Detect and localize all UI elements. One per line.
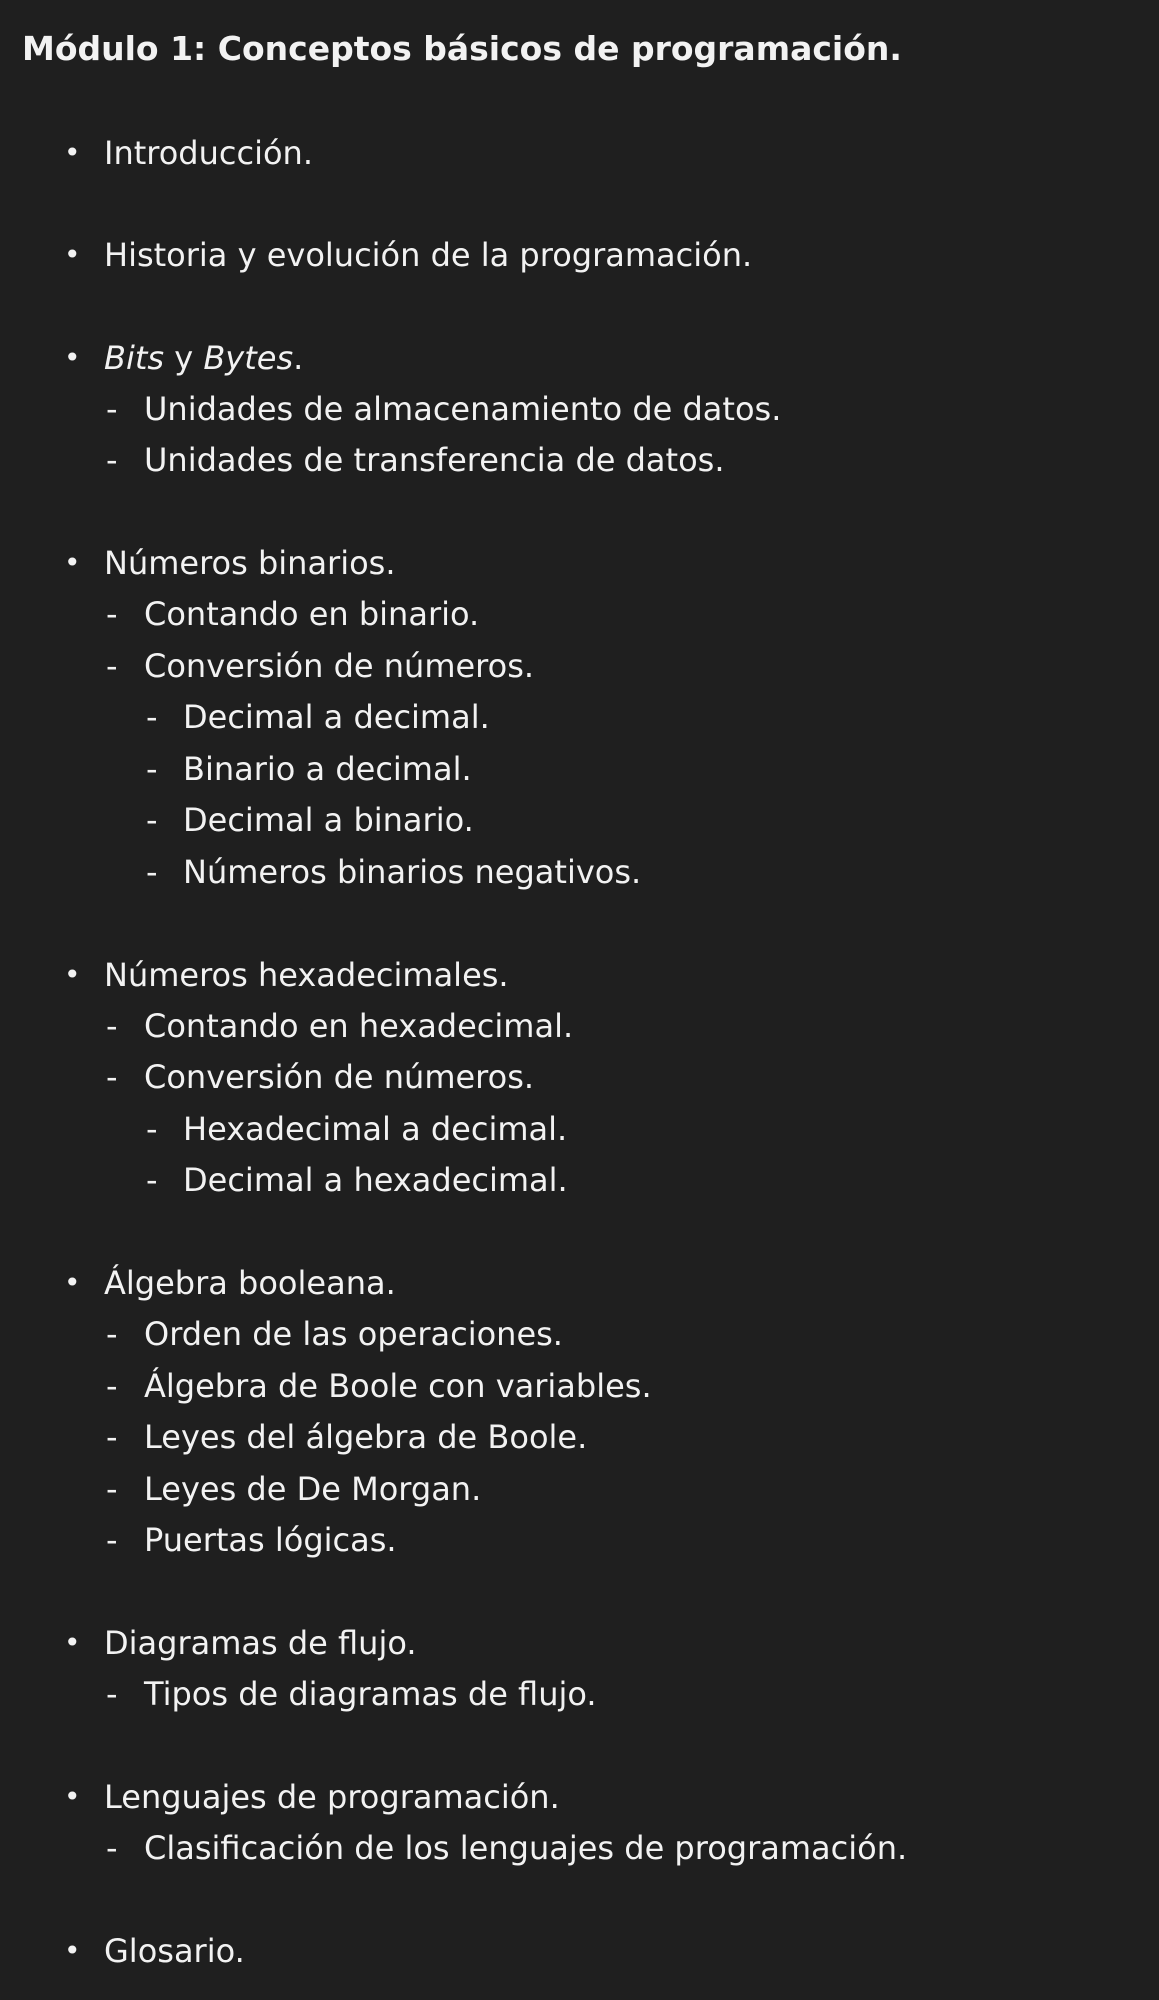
sub-item-label: Leyes del álgebra de Boole. [144, 1418, 588, 1456]
sub-sub-item-label: Números binarios negativos. [183, 853, 642, 891]
dash-marker: - [106, 595, 118, 633]
dash-marker: - [146, 1161, 158, 1199]
sub-item-label: Contando en hexadecimal. [144, 1007, 574, 1045]
dash-marker: - [106, 1007, 118, 1045]
bullet-marker: • [64, 238, 81, 271]
sub-item-label: Clasificación de los lenguajes de programación. [144, 1829, 908, 1867]
bullet-marker: • [64, 136, 81, 169]
bullet-marker: • [64, 341, 81, 374]
list-item-label: Glosario. [104, 1932, 245, 1970]
period: . [293, 339, 304, 377]
sub-item-label: Contando en binario. [144, 595, 480, 633]
sub-item-label: Álgebra de Boole con variables. [144, 1367, 652, 1405]
sub-item-label: Tipos de diagramas de flujo. [144, 1675, 597, 1713]
sub-sub-item-label: Decimal a decimal. [183, 698, 490, 736]
dash-marker: - [106, 1315, 118, 1353]
dash-marker: - [106, 390, 118, 428]
dash-marker: - [106, 1675, 118, 1713]
sub-sub-item-label: Decimal a hexadecimal. [183, 1161, 568, 1199]
list-item-label [104, 332, 303, 384]
dash-marker: - [106, 1418, 118, 1456]
sub-item-label: Unidades de transferencia de datos. [144, 441, 725, 479]
sub-sub-item-label: Hexadecimal a decimal. [183, 1110, 568, 1148]
sub-item-label: Conversión de números. [144, 1058, 535, 1096]
list-item-label: Números binarios. [104, 544, 396, 582]
sub-item-label: Unidades de almacenamiento de datos. [144, 390, 782, 428]
bullet-marker: • [64, 1266, 81, 1299]
dash-marker: - [146, 1110, 158, 1148]
dash-marker: - [146, 801, 158, 839]
italic-term-bytes: Bytes [203, 339, 294, 377]
sub-sub-item-label: Decimal a binario. [183, 801, 474, 839]
dash-marker: - [106, 441, 118, 479]
sub-item-label: Orden de las operaciones. [144, 1315, 563, 1353]
dash-marker: - [106, 1058, 118, 1096]
sub-item-label: Conversión de números. [144, 647, 535, 685]
list-item-label: Diagramas de flujo. [104, 1624, 417, 1662]
page-title: Módulo 1: Conceptos básicos de programación. [22, 29, 902, 68]
list-item-label: Álgebra booleana. [104, 1264, 396, 1302]
bullet-marker: • [64, 1626, 81, 1659]
dash-marker: - [146, 750, 158, 788]
bullet-marker: • [64, 958, 81, 991]
dash-marker: - [106, 1829, 118, 1867]
dash-marker: - [106, 647, 118, 685]
bullet-marker: • [64, 1780, 81, 1813]
italic-term-bits: Bits [104, 339, 165, 377]
sub-item-label: Leyes de De Morgan. [144, 1470, 482, 1508]
bullet-marker: • [64, 1934, 81, 1967]
dash-marker: - [146, 853, 158, 891]
list-item-label: Historia y evolución de la programación. [104, 236, 753, 274]
conjunction: y [164, 339, 204, 377]
sub-sub-item-label: Binario a decimal. [183, 750, 472, 788]
sub-item-label: Puertas lógicas. [144, 1521, 397, 1559]
dash-marker: - [106, 1367, 118, 1405]
dash-marker: - [146, 698, 158, 736]
bullet-marker: • [64, 546, 81, 579]
list-item-label: Lenguajes de programación. [104, 1778, 560, 1816]
dash-marker: - [106, 1470, 118, 1508]
list-item-label: Introducción. [104, 134, 313, 172]
dash-marker: - [106, 1521, 118, 1559]
list-item-label: Números hexadecimales. [104, 956, 509, 994]
